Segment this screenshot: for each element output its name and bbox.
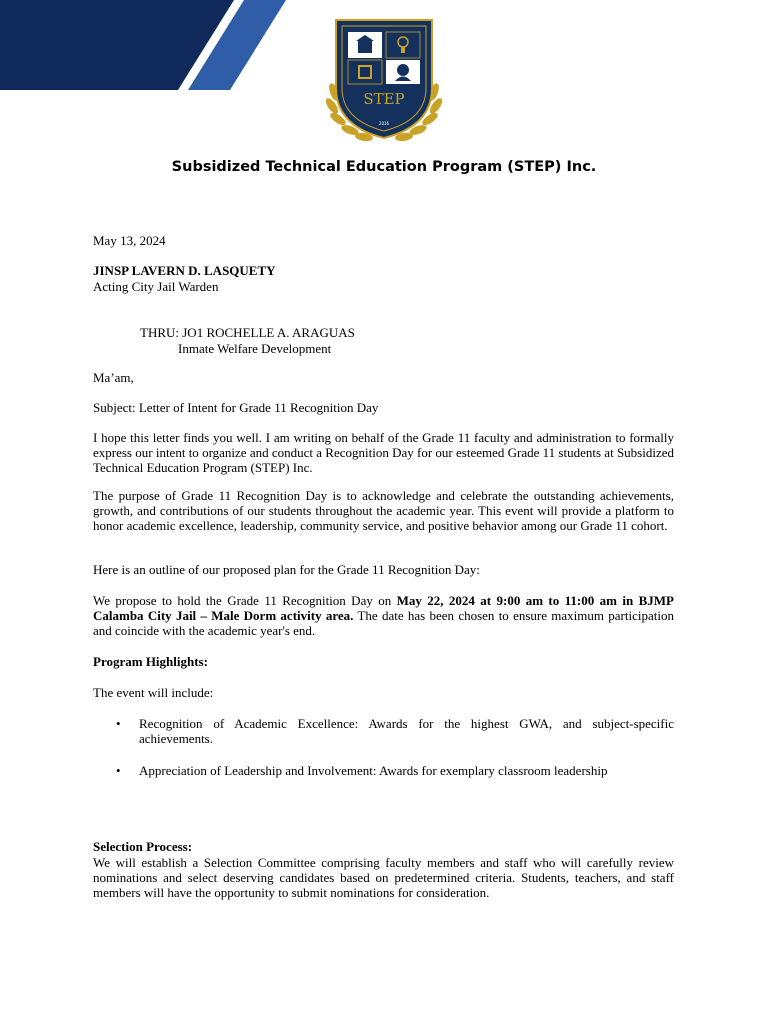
paragraph-proposal: [93, 593, 674, 638]
event-intro: The event will include:: [93, 685, 214, 700]
recipient-name: JINSP LAVERN D. LASQUETY: [93, 263, 276, 278]
selection-heading: Selection Process:: [93, 839, 193, 854]
list-item-text: Recognition of Academic Excellence: Awards for the highest GWA, and subject-specific achievements.: [139, 716, 674, 746]
recipient-title: Acting City Jail Warden: [93, 279, 219, 294]
logo-acronym: STEP: [363, 90, 405, 108]
proposal-text-lead: We propose to hold the Grade 11 Recognition Day on: [93, 593, 397, 608]
logo-year: 2016: [378, 121, 390, 126]
list-item: [116, 716, 674, 746]
organization-name: Subsidized Technical Education Program (STEP) Inc.: [171, 159, 597, 175]
letter-date: May 13, 2024: [93, 233, 166, 248]
highlights-heading: Program Highlights:: [93, 654, 208, 669]
subject-line: Subject: Letter of Intent for Grade 11 Recognition Day: [93, 400, 379, 415]
paragraph-purpose: The purpose of Grade 11 Recognition Day is to acknowledge and celebrate the outstanding achievements, growth, and contributions of our students throughout the academic year. This event will provide a platform to honor academic excellence, leadership, community service, and positive behavior among our Grade 11 cohort.: [93, 488, 674, 533]
thru-line: THRU: JO1 ROCHELLE A. ARAGUAS: [140, 325, 355, 340]
letterhead-corner-decoration: [0, 0, 290, 92]
bullet-icon: •: [116, 763, 121, 778]
thru-title: Inmate Welfare Development: [178, 341, 332, 356]
paragraph-intro: I hope this letter finds you well. I am writing on behalf of the Grade 11 faculty and administration to formally express our intent to organize and conduct a Recognition Day for our esteemed Grade 11 students at Subsidized Technical Education Program (STEP) Inc.: [93, 430, 674, 475]
proposal-date-venue: May 22, 2024 at 9:00 am to 11:00 am in BJMP Calamba City Jail – Male Dorm activity area.: [93, 593, 674, 623]
list-item-text: Appreciation of Leadership and Involvement: Awards for exemplary classroom leadership: [139, 763, 608, 778]
list-item: [116, 763, 674, 778]
step-logo-seal: [318, 8, 450, 146]
proposal-text-tail: The date has been chosen to ensure maximum participation and coincide with the academic year's end.: [93, 608, 674, 638]
bullet-icon: •: [116, 716, 121, 731]
paragraph-selection: We will establish a Selection Committee comprising faculty members and staff who will carefully review nominations and select deserving candidates based on predetermined criteria. Students, teachers, and staff members will have the opportunity to submit nominations for consideration.: [93, 855, 674, 900]
salutation: Ma’am,: [93, 370, 134, 385]
paragraph-outline: Here is an outline of our proposed plan for the Grade 11 Recognition Day:: [93, 562, 480, 577]
